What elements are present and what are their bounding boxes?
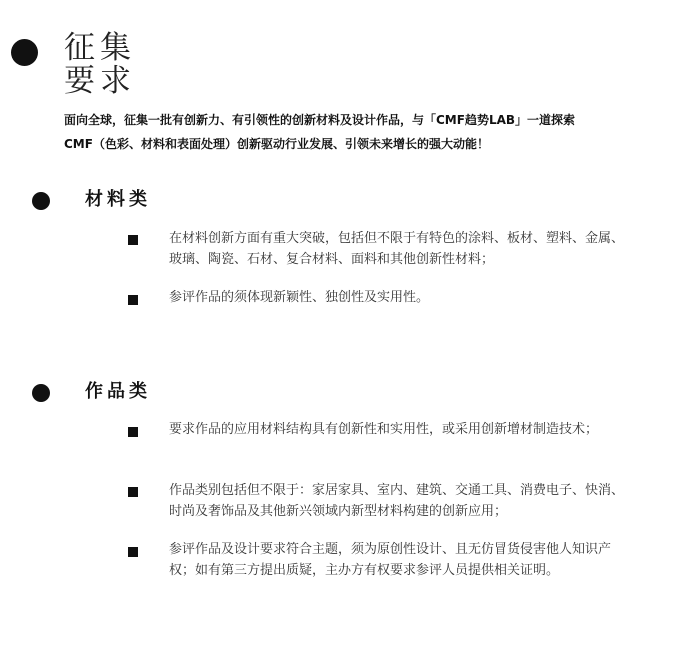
- works-item-3-line-2: 权；如有第三方提出质疑，主办方有权要求参评人员提供相关证明。: [169, 563, 560, 578]
- section-bullet-dot-materials: [32, 192, 50, 210]
- bullet-square: [128, 487, 138, 497]
- page-title-line-1: 征集: [64, 30, 136, 66]
- materials-item-2-line-1: 参评作品的须体现新颖性、独创性及实用性。: [169, 290, 430, 305]
- materials-item-1-line-2: 玻璃、陶瓷、石材、复合材料、面料和其他创新性材料；: [169, 252, 495, 267]
- works-item-3-line-1: 参评作品及设计要求符合主题，须为原创性设计、且无仿冒货侵害他人知识产: [169, 542, 612, 557]
- works-item-1-line-1: 要求作品的应用材料结构具有创新性和实用性，或采用创新增材制造技术；: [169, 422, 599, 437]
- intro-line-2: CMF（色彩、材料和表面处理）创新驱动行业发展、引领未来增长的强大动能！: [64, 137, 489, 151]
- bullet-square: [128, 235, 138, 245]
- works-item-2: [169, 480, 674, 522]
- works-item-3: [169, 539, 674, 581]
- materials-item-1-line-1: 在材料创新方面有重大突破，包括但不限于有特色的涂料、板材、塑料、金属、: [169, 231, 625, 246]
- works-item-2-line-1: 作品类别包括但不限于：家居家具、室内、建筑、交通工具、消费电子、快消、: [169, 483, 625, 498]
- bullet-square: [128, 295, 138, 305]
- section-title-materials: 材料类: [85, 189, 151, 210]
- works-item-2-line-2: 时尚及奢饰品及其他新兴领域内新型材料构建的创新应用；: [169, 504, 508, 519]
- intro-line-1: 面向全球，征集一批有创新力、有引领性的创新材料及设计作品，与「CMF趋势LAB」一道探索: [64, 113, 576, 127]
- bullet-square: [128, 547, 138, 557]
- page-title-line-2: 要求: [64, 63, 136, 99]
- materials-item-1: [169, 228, 674, 270]
- works-item-1: [169, 419, 674, 440]
- page-title: [64, 32, 144, 98]
- section-bullet-dot-works: [32, 384, 50, 402]
- intro-paragraph: [64, 108, 624, 156]
- materials-item-2: [169, 287, 674, 308]
- section-title-works: 作品类: [85, 381, 151, 402]
- hero-bullet-dot: [11, 39, 38, 66]
- bullet-square: [128, 427, 138, 437]
